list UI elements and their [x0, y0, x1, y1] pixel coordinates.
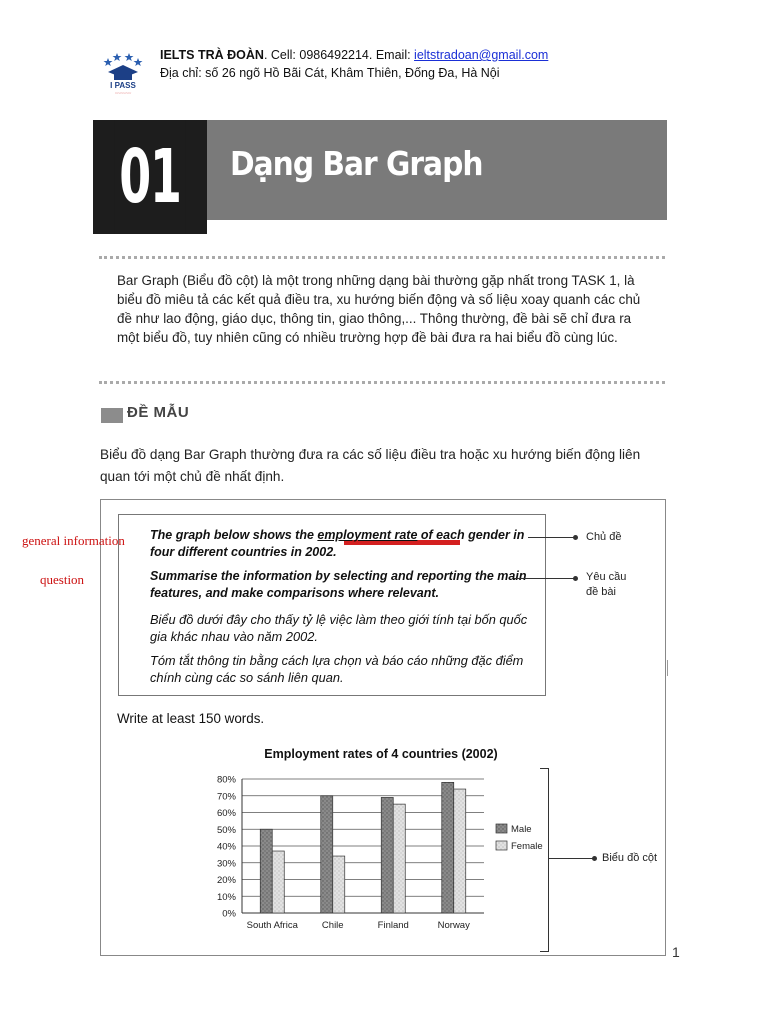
task-instruction-vi: Tóm tắt thông tin bằng cách lựa chọn và báo cáo những đặc điểm chính cùng các so sánh liên quan. [150, 653, 524, 685]
bar-female [333, 856, 345, 913]
chapter-number: 01 [115, 120, 186, 234]
header-cell: Cell: 0986492214. Email: [270, 48, 415, 62]
legend-label: Male [511, 824, 532, 835]
svg-text:~~~~~~~~~~: ~~~~~~~~~~ [114, 91, 132, 95]
y-tick-label: 10% [216, 891, 236, 903]
bar-male [381, 797, 393, 913]
header-name: IELTS TRÀ ĐOÀN [160, 48, 264, 62]
x-tick-label: South Africa [246, 920, 298, 931]
annotation-general-information: general information [22, 533, 125, 548]
requirement-pointer [514, 578, 574, 579]
label-requirement: Yêu cầu đề bài [586, 571, 627, 598]
label-topic: Chủ đề [586, 531, 622, 543]
requirement-pointer-dot [573, 576, 578, 581]
x-tick-label: Chile [321, 920, 344, 931]
y-tick-label: 80% [216, 774, 236, 786]
y-tick-label: 20% [216, 875, 236, 886]
bar-male [321, 796, 333, 913]
topic-pointer [528, 537, 574, 538]
y-tick-label: 30% [216, 858, 236, 870]
task-instruction: Summarise the information by selecting and reporting the main features, and make comparisons where relevant. [150, 569, 527, 600]
chapter-title: Dạng Bar Graph [230, 144, 483, 183]
page-number: 1 [672, 944, 680, 960]
task-prompt: The graph below shows the employment rate of each gender in four different countries in 2002. [150, 528, 525, 559]
logo-text: I PASS [110, 81, 136, 90]
chart-pointer [549, 858, 593, 859]
highlight-employment-rate: employment rate [317, 528, 418, 542]
y-tick-label: 0% [222, 908, 236, 920]
y-tick-label: 40% [216, 841, 236, 853]
x-tick-label: Norway [437, 920, 470, 931]
intro-text: Bar Graph (Biểu đồ cột) là một trong những dạng bài thường gặp nhất trong TASK 1, là biểu đồ miêu tả các kết quả điều tra, xu hướng biến động và số liệu xoay quanh các chủ đề như lao động, giáo dục, thông tin, giao thông,... Thông thường, đề bài sẽ chỉ đưa ra một biểu đồ, tuy nhiên cũng có nhiều trường hợp đề bài đưa ra hai biểu đồ cùng lúc. [117, 273, 641, 345]
x-tick-label: Finland [377, 920, 409, 931]
y-tick-label: 70% [216, 791, 236, 803]
bar-female [272, 851, 284, 913]
frame-mark [667, 660, 668, 676]
section-marker [101, 408, 123, 423]
label-bar-chart: Biểu đồ cột [602, 852, 658, 864]
bar-female [454, 789, 466, 913]
bar-female [393, 804, 405, 913]
ipass-logo [100, 50, 146, 96]
annotation-question: question [40, 572, 85, 587]
word-count-instruction: Write at least 150 words. [117, 711, 265, 726]
legend-label: Female [511, 841, 543, 852]
email-link[interactable]: ieltstradoan@gmail.com [414, 48, 549, 62]
topic-pointer-dot [573, 535, 578, 540]
bar-chart [190, 744, 543, 944]
bar-male [260, 829, 272, 913]
legend-swatch [496, 824, 507, 833]
header-contact: IELTS TRÀ ĐOÀN. Cell: 0986492214. Email: ieltstradoan@gmail.com [160, 48, 549, 62]
section-description: Biểu đồ dạng Bar Graph thường đưa ra các số liệu điều tra hoặc xu hướng biến động liên quan tới một chủ đề nhất định. [100, 447, 641, 484]
chart-pointer-dot [592, 856, 597, 861]
header-address: Địa chỉ: số 26 ngõ Hồ Bãi Cát, Khâm Thiên, Đống Đa, Hà Nội [160, 66, 500, 80]
chart-bracket [540, 768, 549, 952]
section-title: ĐỀ MẪU [127, 404, 190, 421]
task-prompt-vi: Biểu đồ dưới đây cho thấy tỷ lệ việc làm theo giới tính tại bốn quốc gia khác nhau vào năm 2002. [150, 612, 528, 644]
y-tick-label: 60% [216, 808, 236, 819]
legend-swatch [496, 841, 507, 850]
bar-male [442, 782, 454, 913]
y-tick-label: 50% [216, 824, 236, 836]
intro-box [99, 256, 665, 384]
chart-title: Employment rates of 4 countries (2002) [264, 747, 498, 761]
